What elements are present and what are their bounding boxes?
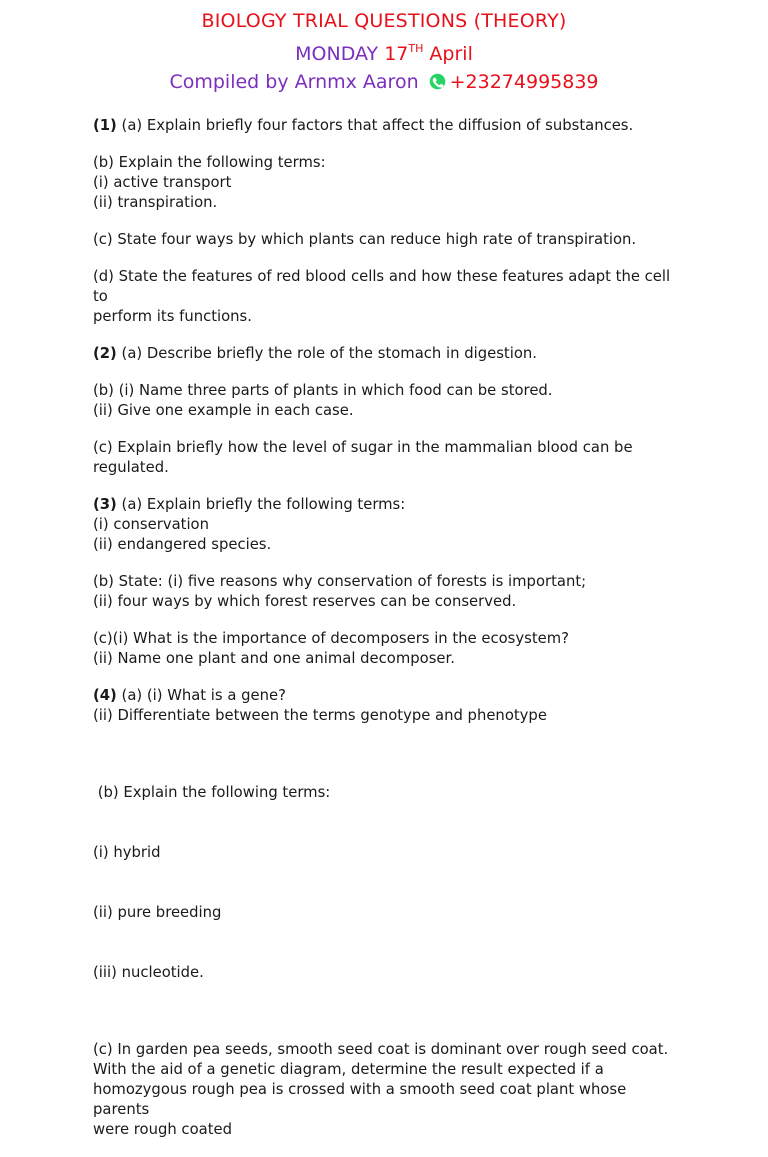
document-header (0, 8, 768, 96)
question-text: (a) Explain briefly the following terms: (121, 496, 406, 513)
question-text: (d) State the features of red blood cells and how these features adapt the cell to (93, 268, 671, 305)
question-text: (c) Explain briefly how the level of sugar in the mammalian blood can be (93, 439, 633, 456)
question-text: (b) State: (i) five reasons why conservation of forests is important; (93, 573, 587, 590)
question-2a (93, 344, 683, 364)
question-subitem: (ii) pure breeding (93, 904, 222, 921)
question-4b (93, 743, 683, 1023)
compiled-by: Compiled by Arnmx Aaron (169, 71, 419, 93)
question-1b (93, 153, 683, 213)
question-number: (4) (93, 687, 117, 704)
question-1d (93, 267, 683, 327)
question-text: (b) Explain the following terms: (93, 784, 331, 801)
exam-day: MONDAY (295, 43, 379, 65)
question-text: (c)(i) What is the importance of decomposers in the ecosystem? (93, 630, 570, 647)
question-number: (1) (93, 117, 117, 134)
question-number: (2) (93, 345, 117, 362)
question-text: (c) State four ways by which plants can reduce high rate of transpiration. (93, 231, 637, 248)
question-text-continued: regulated. (93, 459, 169, 476)
questions-body (93, 116, 683, 1157)
question-subitem: (i) conservation (93, 516, 209, 533)
question-2c (93, 438, 683, 478)
whatsapp-icon (429, 73, 446, 90)
question-subitem: (ii) four ways by which forest reserves can be conserved. (93, 593, 517, 610)
question-subitem: (ii) transpiration. (93, 194, 218, 211)
question-subitem: (i) active transport (93, 174, 232, 191)
question-subitem: (iii) nucleotide. (93, 964, 204, 981)
question-subitem: (ii) Give one example in each case. (93, 402, 354, 419)
question-2b (93, 381, 683, 421)
question-text: (b) (i) Name three parts of plants in which food can be stored. (93, 382, 553, 399)
exam-date-suffix: TH (408, 42, 424, 55)
question-subitem: (i) hybrid (93, 844, 161, 861)
question-3b (93, 572, 683, 612)
question-text: (a) (i) What is a gene? (121, 687, 286, 704)
question-text-continued: With the aid of a genetic diagram, determine the result expected if a (93, 1061, 604, 1078)
question-subitem: (ii) Differentiate between the terms genotype and phenotype (93, 707, 547, 724)
question-subitem: (ii) Name one plant and one animal decomposer. (93, 650, 455, 667)
exam-month: April (429, 43, 473, 65)
compiler-phone: +23274995839 (449, 71, 599, 93)
document-title: BIOLOGY TRIAL QUESTIONS (THEORY) (201, 10, 567, 32)
question-subitem: (ii) endangered species. (93, 536, 272, 553)
question-text: (a) Describe briefly the role of the stomach in digestion. (121, 345, 537, 362)
exam-date (0, 35, 768, 68)
question-text: (c) In garden pea seeds, smooth seed coat is dominant over rough seed coat. (93, 1041, 669, 1058)
question-text-continued: homozygous rough pea is crossed with a smooth seed coat plant whose parents (93, 1081, 627, 1118)
question-text-continued: perform its functions. (93, 308, 252, 325)
compiler-line (0, 68, 768, 96)
question-3a (93, 495, 683, 555)
question-3c (93, 629, 683, 669)
question-number: (3) (93, 496, 117, 513)
question-text-continued: were rough coated (93, 1121, 232, 1138)
question-4a (93, 686, 683, 726)
question-1a (93, 116, 683, 136)
exam-date-number: 17 (384, 43, 409, 65)
question-text: (b) Explain the following terms: (93, 154, 326, 171)
question-text: (a) Explain briefly four factors that affect the diffusion of substances. (121, 117, 634, 134)
question-1c (93, 230, 683, 250)
question-4c (93, 1040, 683, 1140)
